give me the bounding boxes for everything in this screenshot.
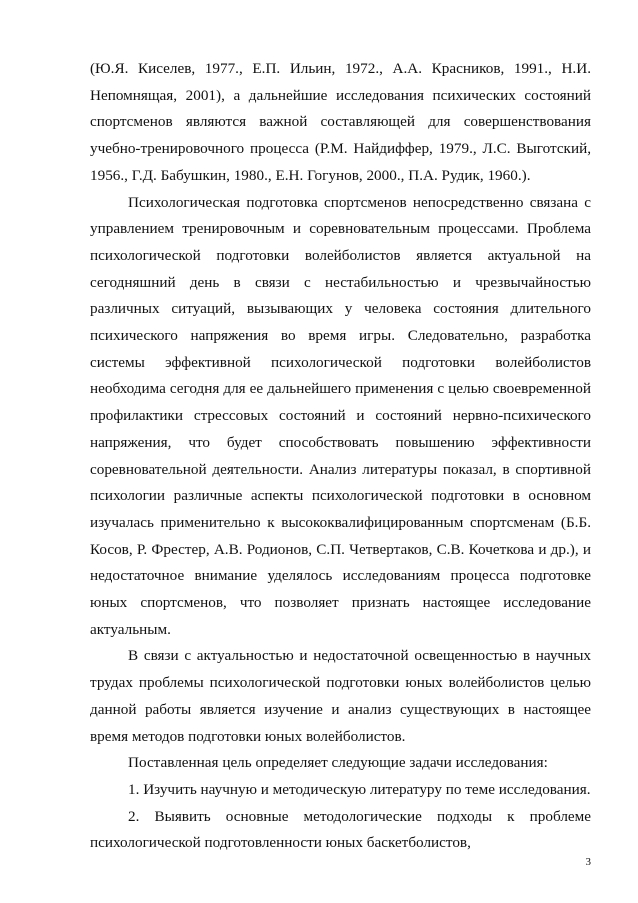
paragraph-5: 1. Изучить научную и методическую литературу по теме исследования.	[128, 780, 591, 798]
paragraph-6: 2. Выявить основные методологические подходы к проблеме психологической подготовленности юных баскетболистов,	[90, 807, 591, 852]
page-number: 3	[585, 856, 591, 868]
document-body	[90, 56, 591, 857]
paragraph-1: (Ю.Я. Киселев, 1977., Е.П. Ильин, 1972., А.А. Красников, 1991., Н.И. Непомнящая, 2001), а дальнейшие исследования психических состояний спортсменов являются важной составляющей для совершенствования учебно-тренировочного процесса (Р.М. Найдиффер, 1979., Л.С. Выготский, 1956., Г.Д. Бабушкин, 1980., Е.Н. Гогунов, 2000., П.А. Рудик, 1960.).	[90, 60, 591, 184]
paragraph-3: В связи с актуальностью и недостаточной освещенностью в научных трудах проблемы психологической подготовки юных волейболистов целью данной работы является изучение и анализ существующих в настоящее время методов подготовки юных волейболистов.	[90, 647, 591, 745]
paragraph-4: Поставленная цель определяет следующие задачи исследования:	[128, 754, 548, 772]
paragraph-2: Психологическая подготовка спортсменов непосредственно связана с управлением тренировочным и соревновательным процессами. Проблема психологической подготовки волейболистов является актуальной на сегодняшний день в связи с нестабильностью и чрезвычайностью различных ситуаций, вызывающих у человека состояния длительного психического напряжения во время игры. Следовательно, разработка системы эффективной психологической подготовки волейболистов необходима сегодня для ее дальнейшего применения с целью своевременной профилактики стрессовых состояний и состояний нервно-психического напряжения, что будет способствовать повышению эффективности соревновательной деятельности. Анализ литературы показал, в спортивной психологии различные аспекты психологической подготовки в основном изучалась применительно к высококвалифицированным спортсменам (Б.Б. Косов, Р. Фрестер, А.В. Родионов, С.П. Четвертаков, С.В. Кочеткова и др.), и недостаточное внимание уделялось исследованиям процесса подготовке юных спортсменов, что позволяет признать настоящее исследование актуальным.	[90, 193, 591, 638]
